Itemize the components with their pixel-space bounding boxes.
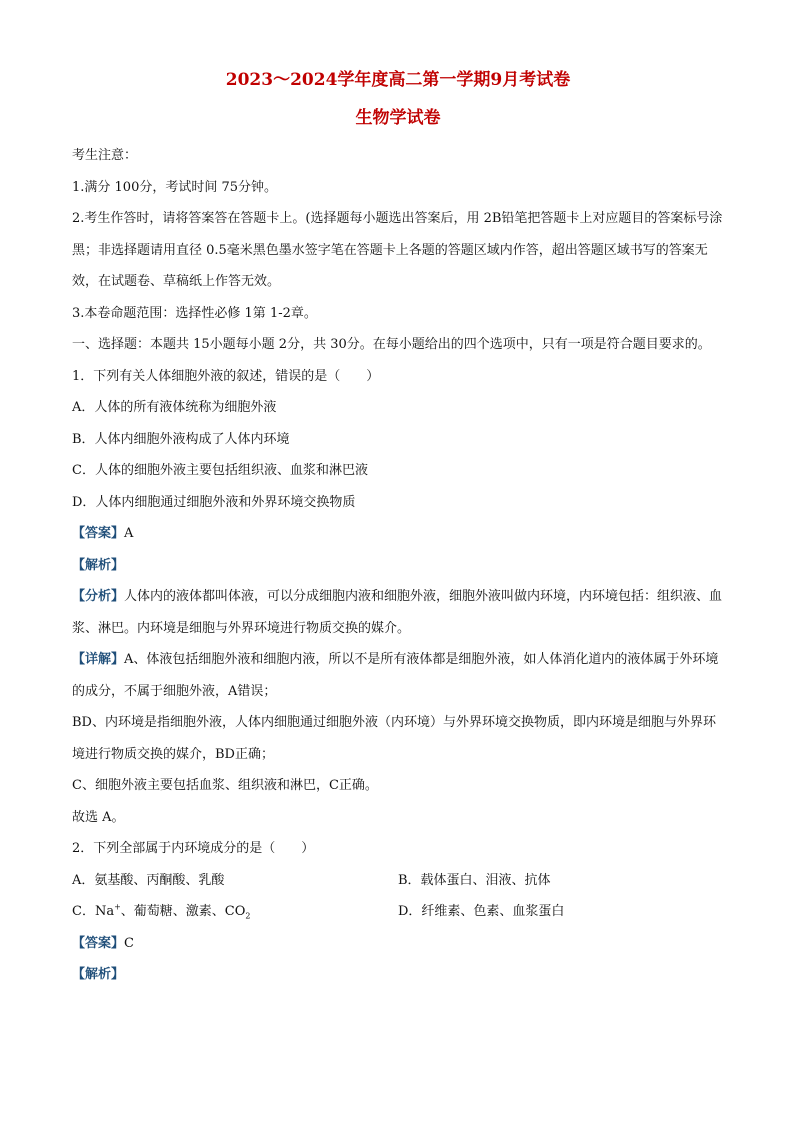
superscript-plus: + bbox=[114, 902, 121, 912]
exam-subtitle: 生物学试卷 bbox=[355, 108, 441, 128]
question-option: B．人体内细胞外液构成了人体内环境 bbox=[72, 431, 290, 447]
section-heading: 一、选择题：本题共 15小题每小题 2分，共 30分。在每小题给出的四个选项中，只有一项是符合题目要求的。 bbox=[72, 337, 711, 352]
fenxi-text: 人体内的液体都叫体液，可以分成细胞内液和细胞外液，细胞外液叫做内环境，内环境包括：组织液、血浆、淋巴。内环境是细胞与外界环境进行物质交换的媒介。 bbox=[72, 589, 723, 636]
question-stem: 2．下列全部属于内环境成分的是（ ） bbox=[72, 841, 315, 856]
question-option bbox=[72, 896, 398, 928]
explanation-bd: BD、内环境是指细胞外液，人体内细胞通过细胞外液（内环境）与外界环境交换物质，即内环境是细胞与外界环境进行物质交换的媒介，BD正确； bbox=[72, 715, 716, 762]
question-option: C．人体的细胞外液主要包括组织液、血浆和淋巴液 bbox=[72, 463, 368, 478]
fenxi-paragraph bbox=[72, 581, 724, 644]
question-option: A．人体的所有液体统称为细胞外液 bbox=[72, 400, 277, 415]
answer-line bbox=[72, 518, 724, 550]
option-c-middle: 、葡萄糖、激素、CO bbox=[120, 904, 246, 919]
explanation-c: C、细胞外液主要包括血浆、组织液和淋巴，C正确。 bbox=[72, 778, 378, 793]
question-option: D．纤维素、色素、血浆蛋白 bbox=[398, 904, 565, 919]
conclusion: 故选 A。 bbox=[72, 809, 125, 825]
question-option: B．载体蛋白、泪液、抗体 bbox=[398, 872, 551, 888]
answer-line bbox=[72, 928, 724, 960]
answer-tag: 【答案】 bbox=[72, 935, 125, 951]
notice-item: 3.本卷命题范围：选择性必修 1第 1-2章。 bbox=[72, 305, 317, 321]
xiangjie-tag: 【详解】 bbox=[72, 652, 125, 667]
notice-item: 2.考生作答时，请将答案答在答题卡上。(选择题每小题选出答案后，用 2B铅笔把答题卡上对应题目的答案标号涂黑；非选择题请用直径 0.5毫米黑色墨水签字笔在答题卡上各题的答题区域内作答，超出答题区域书写的答案无效，在试题卷、草稿纸上作答无效。 bbox=[72, 211, 723, 289]
option-c-prefix: C．Na bbox=[72, 904, 115, 919]
analysis-tag: 【解析】 bbox=[72, 967, 125, 982]
question-option: A．氨基酸、丙酮酸、乳酸 bbox=[72, 872, 225, 888]
option-row bbox=[72, 865, 724, 897]
answer-value: C bbox=[124, 935, 134, 951]
question-option: D．人体内细胞通过细胞外液和外界环境交换物质 bbox=[72, 494, 356, 510]
subscript-two: 2 bbox=[245, 911, 251, 921]
exam-title: 2023～2024学年度高二第一学期9月考试卷 bbox=[225, 70, 571, 90]
answer-value: A bbox=[124, 526, 134, 541]
option-row bbox=[72, 896, 724, 928]
xiangjie-paragraph bbox=[72, 644, 724, 707]
document-page bbox=[72, 68, 724, 991]
analysis-tag: 【解析】 bbox=[72, 557, 125, 573]
notice-item: 1.满分 100分，考试时间 75分钟。 bbox=[72, 179, 278, 195]
xiangjie-text: A、体液包括细胞外液和细胞内液，所以不是所有液体都是细胞外液，如人体消化道内的液体属于外环境的成分，不属于细胞外液，A错误； bbox=[72, 652, 719, 699]
analysis-line bbox=[72, 550, 724, 582]
answer-tag: 【答案】 bbox=[72, 526, 125, 541]
notice-heading: 考生注意： bbox=[72, 148, 138, 163]
analysis-line bbox=[72, 959, 724, 991]
question-stem: 1．下列有关人体细胞外液的叙述，错误的是（ ） bbox=[72, 368, 380, 384]
fenxi-tag: 【分析】 bbox=[72, 589, 125, 604]
